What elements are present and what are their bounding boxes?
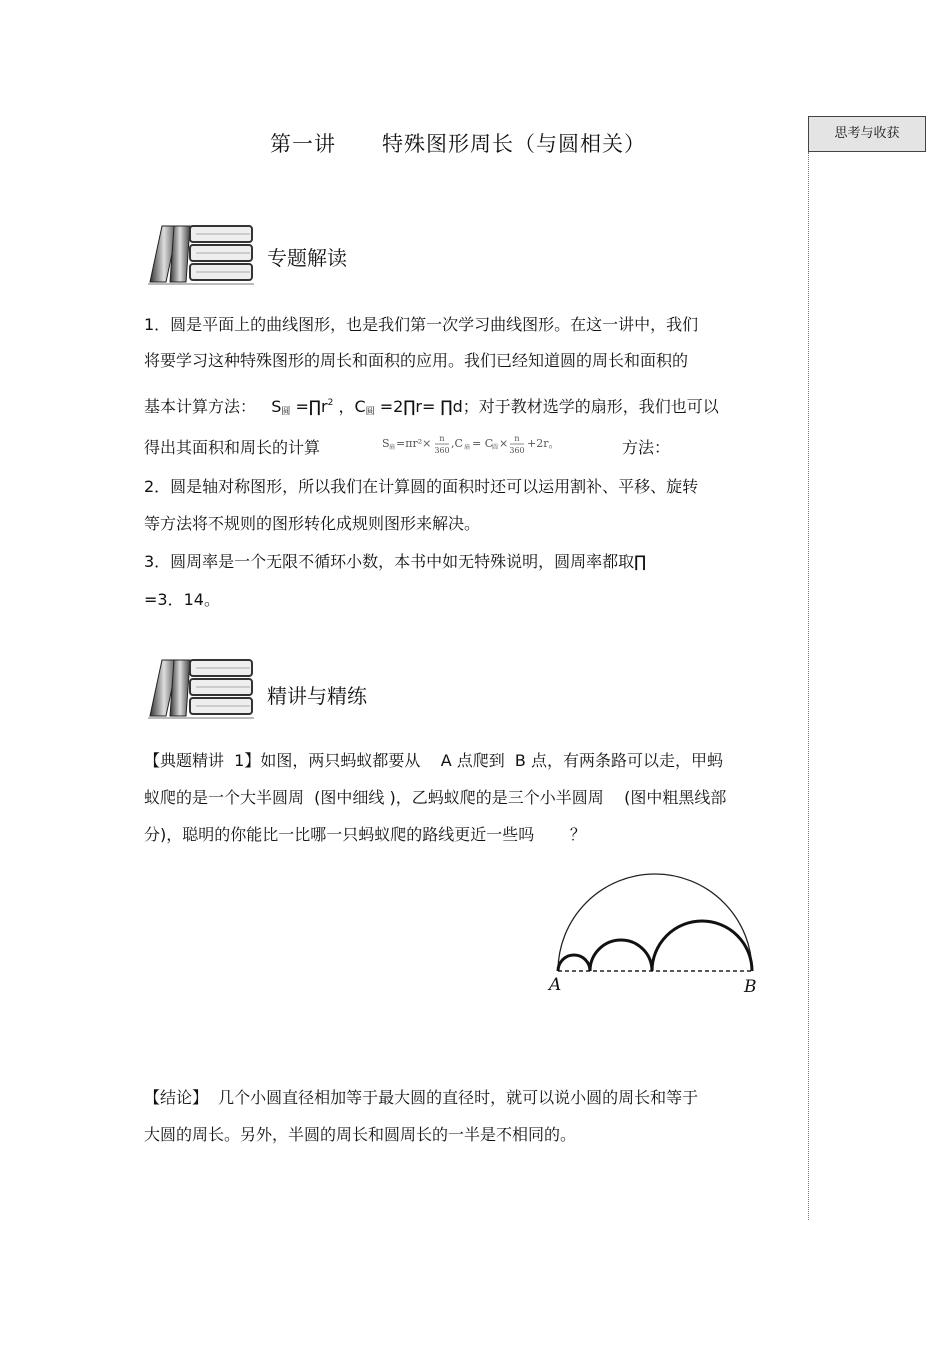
paragraph-2-line-1: 2．圆是轴对称图形，所以我们在计算圆的面积时还可以运用割补、平移、旋转 — [144, 477, 699, 496]
small-semicircle-3 — [652, 921, 752, 971]
point-a-label: A — [549, 975, 562, 995]
formula-text: S — [382, 437, 390, 450]
subscript: 圆 — [281, 407, 291, 417]
sidebar-label: 思考与收获 — [834, 126, 900, 141]
fraction-numerator: n — [514, 434, 520, 443]
books-icon — [144, 656, 256, 720]
semicircle-diagram — [545, 870, 775, 1000]
example-line-2: 蚁爬的是一个大半圆周 (图中细线 )，乙蚂蚁爬的是三个小半圆周 (图中粗黑线部 — [144, 788, 727, 807]
text-segment: ，C — [333, 397, 366, 416]
section-heading-practice: 精讲与精练 — [267, 684, 367, 708]
superscript: 2 — [327, 398, 334, 408]
fraction-denominator: 360 — [509, 446, 525, 455]
sidebar-divider — [808, 152, 809, 1220]
text-segment: 基本计算方法： S — [144, 397, 282, 416]
conclusion-line-2: 大圆的周长。另外，半圆的周长和圆周长的一半是不相同的。 — [144, 1125, 577, 1144]
fraction-numerator: n — [439, 434, 445, 443]
point-b-label: B — [744, 977, 757, 997]
sidebar-label-box — [808, 116, 926, 152]
example-line-1: 【典题精讲 1】如图，两只蚂蚁都要从 A 点爬到 B 点，有两条路可以走，甲蚂 — [144, 751, 723, 770]
books-icon — [144, 222, 256, 286]
conclusion-line-1: 【结论】 几个小圆直径相加等于最大圆的直径时，就可以说小圆的周长和等于 — [144, 1088, 699, 1107]
paragraph-1-line-2: 将要学习这种特殊图形的周长和面积的应用。我们已经知道圆的周长和面积的 — [144, 351, 689, 370]
paragraph-1-line-4-pre: 得出其面积和周长的计算 — [144, 438, 321, 457]
formula-text: = C — [472, 437, 494, 450]
sector-formula — [382, 433, 614, 455]
paragraph-3-line-1: 3．圆周率是一个无限不循环小数，本书中如无特殊说明，圆周率都取∏ — [144, 552, 647, 571]
fraction-denominator: 360 — [434, 446, 450, 455]
paragraph-1-line-4-post: 方法： — [622, 438, 671, 457]
example-line-3: 分)，聪明的你能比一比哪一只蚂蚁爬的路线更近一些吗 ？ — [144, 825, 586, 844]
formula-subscript: 圆 — [492, 444, 499, 451]
paragraph-1-line-3 — [144, 393, 719, 422]
text-segment: =2∏r= ∏d；对于教材选学的扇形，我们也可以 — [374, 397, 719, 416]
section-heading-topic: 专题解读 — [267, 246, 347, 270]
formula-text: =πr²× — [396, 437, 432, 450]
paragraph-2-line-2: 等方法将不规则的图形转化成规则图形来解决。 — [144, 514, 481, 533]
text-segment: =∏r — [290, 397, 328, 416]
formula-subscript: 扇 — [389, 444, 396, 451]
subscript: 圆 — [365, 407, 375, 417]
paragraph-3-line-2: =3．14。 — [144, 590, 220, 609]
small-semicircle-2 — [590, 940, 652, 971]
page-title: 第一讲 特殊图形周长（与圆相关） — [270, 132, 647, 156]
paragraph-1-line-1: 1．圆是平面上的曲线图形，也是我们第一次学习曲线图形。在这一讲中，我们 — [144, 315, 699, 334]
formula-text: × — [499, 437, 509, 450]
small-semicircle-1 — [558, 955, 590, 971]
formula-text: +2r。 — [527, 437, 560, 450]
formula-text: ,C — [451, 437, 463, 450]
formula-subscript: 扇 — [464, 444, 471, 451]
